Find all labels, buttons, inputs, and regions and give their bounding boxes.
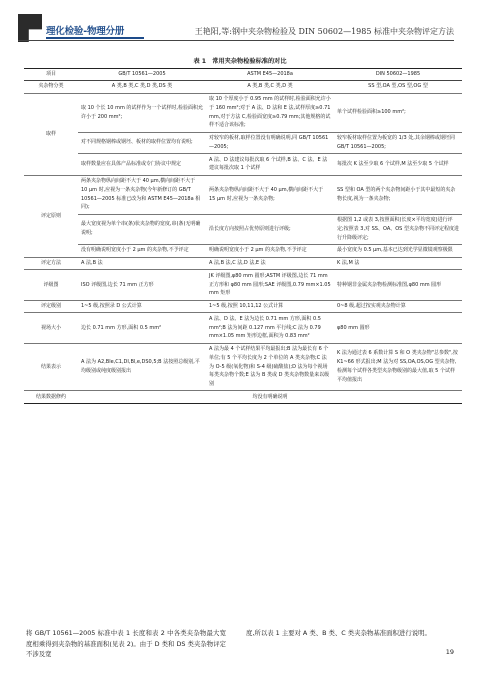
row-label: 评定级别 [24, 300, 78, 313]
comparison-table [24, 68, 462, 404]
journal-logo-text: 理化检验-物理分册 [46, 26, 125, 37]
table-row [24, 300, 462, 313]
table-cell: 均没有明确说明 [78, 391, 462, 404]
table-cell: A 法,B 法 [78, 257, 206, 270]
row-label: 结果数据修约 [24, 391, 78, 404]
table-cell: 最大宽度视为单个串(条)状夹杂物的宽度,串(条)无明确说明; [78, 214, 206, 244]
table-cell: 没有明确说明宽度小于 2 μm 的夹杂物,不予评定 [78, 244, 206, 257]
column-header: ASTM E45—2018a [206, 69, 334, 81]
row-label: 评定方法 [24, 257, 78, 270]
row-label: 评级图 [24, 270, 78, 300]
row-label: 评定原则 [24, 175, 78, 257]
table-cell: 边长 0.71 mm 方形,面积 0.5 mm² [78, 313, 206, 343]
logo-mark [18, 14, 42, 42]
row-label: 夹杂物分类 [24, 80, 78, 93]
page-number: 19 [445, 648, 454, 656]
table-cell: 0~8 级,超过按实观夹杂物计算 [334, 300, 462, 313]
table-cell: A 法为 A2,Ble,C1,DI,Bl,e,DS0,5;B 法按照总级别,平均级别或纯度级别报出 [78, 343, 206, 391]
running-title: 王艳阳,等:钢中夹杂物检验及 DIN 50602—1985 标准中夹杂物评定方法 [194, 27, 454, 36]
table-row [24, 80, 462, 93]
table-cell: 1~5 级,按照录 D 公式计算 [78, 300, 206, 313]
table-row [24, 175, 462, 214]
header-rule [18, 40, 454, 41]
table-cell: A 法、D 法建议每批次取 6 个试样,B 法、C 法、E 法建议每批次取 1 个试样 [206, 154, 334, 176]
logo-underline [46, 37, 144, 39]
table-row [24, 257, 462, 270]
table-cell: A 类,B 类,C 类,D 类 [206, 80, 334, 93]
table-cell: 每批次 K 法至少取 6 个试样,M 法至少取 5 个试样 [334, 154, 462, 176]
body-paragraph-left: 将 GB/T 10561—2005 标准中表 1 长度和表 2 中各类夹杂物最大宽度相乘得到夹杂物的基准面积(见表 2)。由于 D 类和 DS 类夹杂物评定不涉及宽 [26, 629, 226, 659]
table-cell: SS 型,OA 型,OS 型,OG 型 [334, 80, 462, 93]
table-cell: SS 型和 OA 型的两个夹杂物间距小于其中最短的夹杂物长度,视为一条夹杂物; [334, 175, 462, 214]
table-cell: 明确说明宽度小于 2 μm 的夹杂物,不予评定 [206, 244, 334, 257]
table-cell: 较窄板材取样位置为板宽的 1/3 处,其余钢棒或钢坯同 GB/T 10561—2005; [334, 132, 462, 154]
table-row [24, 93, 462, 132]
column-header: DIN 50602—1985 [334, 69, 462, 81]
table-cell: K 法,M 法 [334, 257, 462, 270]
table-cell: 两条夹杂物纵向间距不大于 40 μm,横向间距不大于 10 μm 时,应视为一条夹杂物(今年新修订的 GB/T 10561—2005 标准已改为和 ASTM E45—2018a 相同); [78, 175, 206, 214]
table-header-row [24, 69, 462, 81]
table-cell: 对不同规格钢棒或钢坯、板材的取样位置均有说明; [78, 132, 206, 154]
table-cell: 对较窄的板材,取样位置没有明确说明,同 GB/T 10561—2005; [206, 132, 334, 154]
table-row [24, 313, 462, 343]
table-cell: A 法为最 4 个试样结果平均最报出;B 法为最长有 6 个单位;有 5 个平均长度为 2 个单位的 A 类夹杂物;C 法为 O-5 级(氧化物)和 S-4 级(硫酸盐);D 法为每个视场每类夹杂物个数;E 法为 B 类或 D 类夹杂物数量来以级别 [206, 343, 334, 391]
table-cell: 取样数量应在具体产品标准或专门协议中规定 [78, 154, 206, 176]
table-cell: φ80 mm 圆形 [334, 313, 462, 343]
body-paragraph-right: 度,所以表 1 主要对 A 类、B 类、C 类夹杂物基准面积进行说明。 [246, 629, 431, 637]
table-row [24, 343, 462, 391]
table-row [24, 391, 462, 404]
table-row [24, 214, 462, 244]
column-header: GB/T 10561—2005 [78, 69, 206, 81]
table-cell: 沿长度方向按照占优势原则进行评级; [206, 214, 334, 244]
table-caption: 表 1 常用夹杂物检验标准的对比 [193, 58, 287, 65]
table-cell: 特种钢非金属夹杂物检测标准图,φ80 mm 圆形 [334, 270, 462, 300]
table-cell: JK 评级图,φ80 mm 圆形;ASTM 评级图,边长 71 mm 正方形和 φ80 mm 圆形;SAE 评级图,0.79 mm×1.05 mm 矩形 [206, 270, 334, 300]
table-cell: 最小宽度为 0.5 μm,基本已达到光学显微镜观察极限 [334, 244, 462, 257]
table-row [24, 244, 462, 257]
row-label: 视场大小 [24, 313, 78, 343]
table-cell: A 法、D 法、E 法为边长 0.71 mm 方形,面积 0.5 mm²;B 法为间距 0.127 mm 平行线;C 法为 0.79 mm×1.05 mm 矩形边框,面积为 0.83 mm² [206, 313, 334, 343]
table-row [24, 154, 462, 176]
table-row [24, 132, 462, 154]
table-cell: A 法,B 法,C 法,D 法,E 法 [206, 257, 334, 270]
row-label: 取样 [24, 93, 78, 175]
table-cell: 单个试样检验面积≥100 mm²; [334, 93, 462, 132]
column-header: 项目 [24, 69, 78, 81]
table-cell: 1~5 级,按照 10,11,12 公式计算 [206, 300, 334, 313]
table-cell: 取 10 个长 10 mm 的试样作为一个试样时,检验面积允许小于 200 mm²; [78, 93, 206, 132]
table-cell: ISO 评级图,边长 71 mm 正方形 [78, 270, 206, 300]
table-cell: 两条夹杂物纵向间距不大于 40 μm,横向间距不大于 15 μm 时,应视为一条夹杂物; [206, 175, 334, 214]
table-cell: A 类,B 类,C 类,D 类,DS 类 [78, 80, 206, 93]
table-cell: 取 10 个厚度小于 0.95 mm 的试样时,检验面积允许小于 160 mm²;对于 A 法、D 法和 E 法,试样厚度≥0.71 mm,对于方法 C,检验面宽度≥0.79 mm;其他规格的试样不适合该标准; [206, 93, 334, 132]
table-row [24, 270, 462, 300]
row-label: 结果表示 [24, 343, 78, 391]
table-cell: 根据图 1,2 或表 3,按照面积(长度×平均宽度)进行评定;按照表 3,对 SS、OA、OS 型夹杂物不同评定程度进行升降级评定; [334, 214, 462, 244]
table-cell: K 法为通过表 6 系数计算 S 和 O 类夹杂物"总参数",按 K1~66 形式报出;M 法为对 SS,OA,OS,OG 型夹杂物,检测每个试样各类型夹杂物级别的最大值,取 5 个试样平均值报出 [334, 343, 462, 391]
